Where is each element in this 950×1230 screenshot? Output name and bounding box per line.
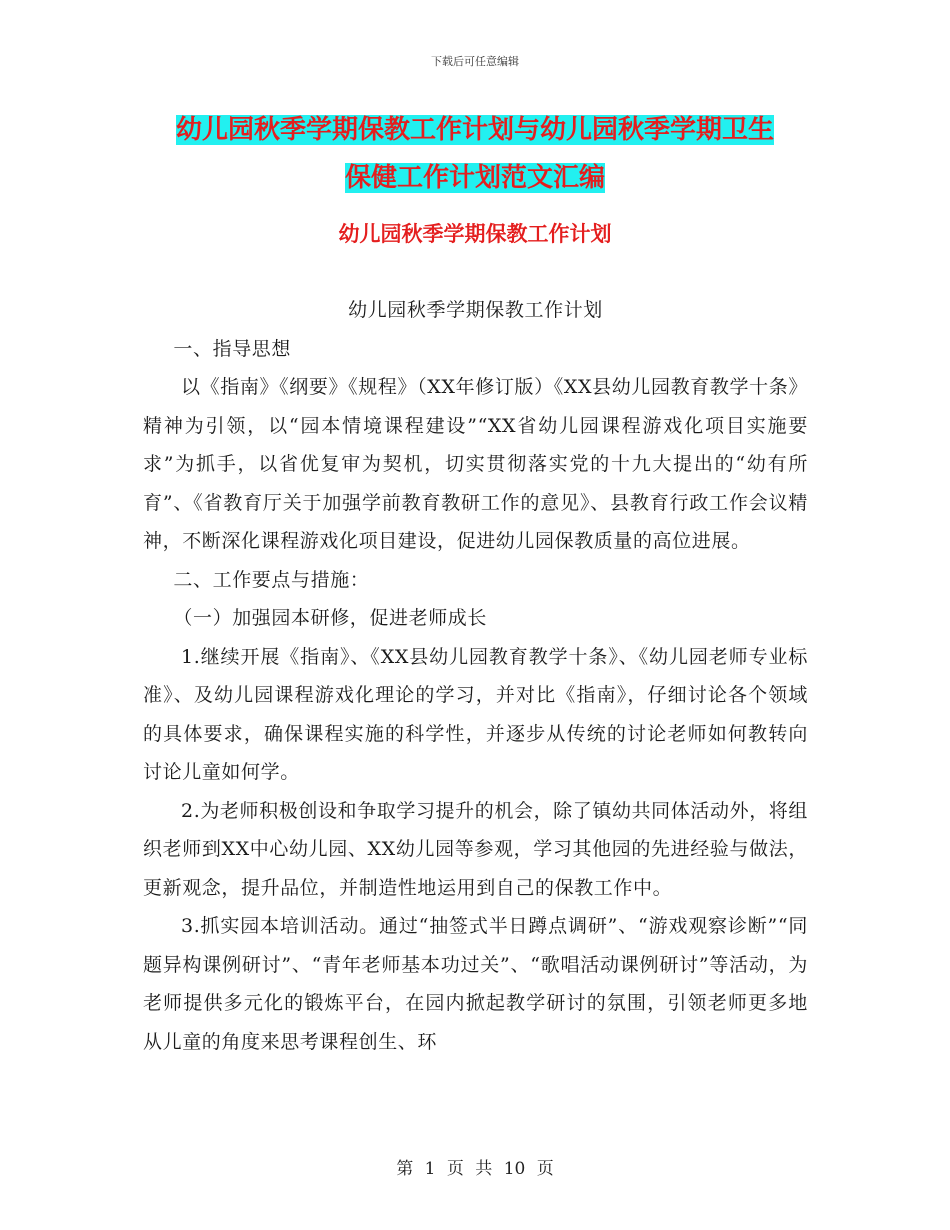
- paragraph-guiding-ideology: 以《指南》《纲要》《规程》（XX年修订版）《XX县幼儿园教育教学十条》精神为引领，以“园本情境课程建设”“XX省幼儿园课程游戏化项目实施要求”为抓手，以省优复审为契机，切实贯彻落实党的十九大提出的“幼有所育”、《省教育厅关于加强学前教育教研工作的意见》、县教育行政工作会议精神，不断深化课程游戏化项目建设，促进幼儿园保教质量的高位进展。: [143, 376, 808, 552]
- paragraph-item-1: 1.继续开展《指南》、《XX县幼儿园教育教学十条》、《幼儿园老师专业标准》、及幼儿园课程游戏化理论的学习，并对比《指南》，仔细讨论各个领域的具体要求，确保课程实施的科学性，并逐步从传统的讨论老师如何教转向讨论儿童如何学。: [143, 645, 808, 783]
- paragraph-item-2: 2.为老师积极创设和争取学习提升的机会，除了镇幼共同体活动外，将组织老师到XX中心幼儿园、XX幼儿园等参观，学习其他园的先进经验与做法，更新观念，提升品位，并制造性地运用到自己的保教工作中。: [143, 799, 808, 899]
- section-title: 幼儿园秋季学期保教工作计划: [338, 222, 612, 246]
- page-footer: 第 1 页 共 10 页: [396, 1159, 554, 1179]
- plan-heading: 幼儿园秋季学期保教工作计划: [348, 299, 603, 321]
- header-note: 下载后可任意编辑: [431, 55, 519, 68]
- heading-subsection-1: （一）加强园本研修，促进老师成长: [173, 607, 487, 629]
- main-title-line-2: 保健工作计划范文汇编: [344, 163, 605, 193]
- document-main-title: [140, 106, 810, 202]
- document-body: [143, 291, 808, 1061]
- paragraph-item-3: 3.抓实园本培训活动。通过“抽签式半日蹲点调研”、“游戏观察诊断”“同题异构课例研讨”、“青年老师基本功过关”、“歌唱活动课例研讨”等活动，为老师提供多元化的锻炼平台，在园内掀起教学研讨的氛围，引领老师更多地从儿童的角度来思考课程创生、环: [143, 915, 808, 1053]
- main-title-line-1: 幼儿园秋季学期保教工作计划与幼儿园秋季学期卫生: [175, 115, 774, 145]
- heading-work-points: 二、工作要点与措施：: [173, 568, 370, 591]
- heading-guiding-ideology: 一、指导思想: [173, 337, 291, 360]
